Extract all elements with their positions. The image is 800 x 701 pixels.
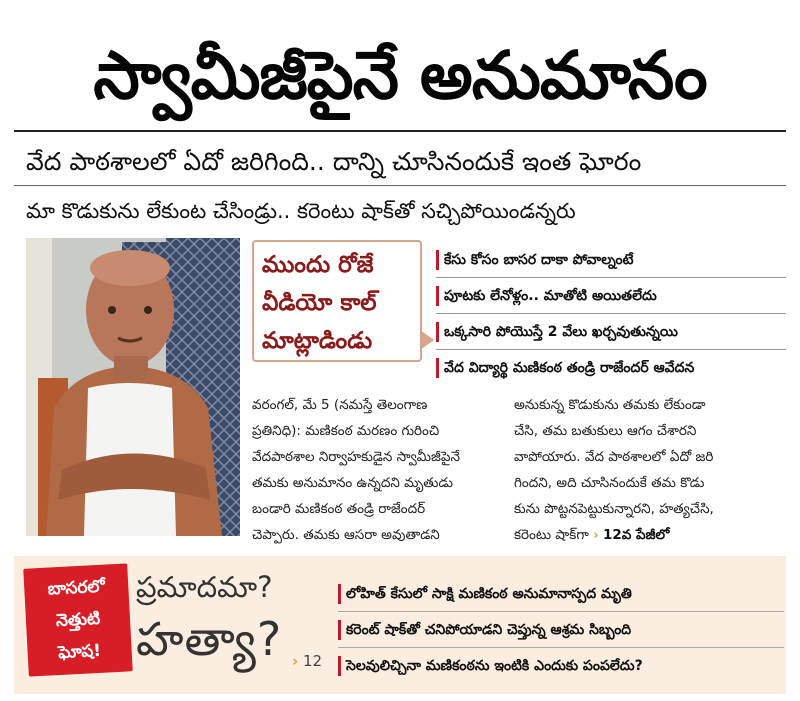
article-line: తమకు అనుమానం ఉన్నదని మృతుడు <box>252 475 454 491</box>
article-line: బండారి మణికంఠ తండ్రి రాజేందర్ <box>252 501 426 517</box>
article-line-last <box>514 522 782 548</box>
chevron-right-icon: › <box>593 527 599 543</box>
pull-quote: వేద విద్యార్థి మణికంఠ తండ్రి రాజేందర్ ఆవేదన <box>436 350 786 386</box>
father-photo <box>26 238 240 536</box>
article-column-2 <box>514 392 782 548</box>
portrait-photo-icon <box>26 238 240 536</box>
related-quotes <box>338 576 784 684</box>
callout-line: వీడియో కాల్ <box>262 290 377 316</box>
article-line: వాపోయారు. వేద పాఠశాలలో ఏదో జరి <box>514 449 714 465</box>
article-line-text: కరెంటు షాక్‌గా <box>514 527 589 543</box>
badge-line: బాసరలో <box>47 576 106 600</box>
deck-line-1: వేద పాఠశాలలో ఏదో జరిగింది.. దాన్ని చూసినందుకే ఇంత ఘోరం <box>26 147 642 176</box>
related-page-ref[interactable] <box>292 652 322 670</box>
deck-line-2: మా కొడుకును లేకుంట చేసిండ్రు.. కరెంటు షాక్‌తో సచ్చిపోయిండన్నరు <box>26 199 576 223</box>
callout-pointer <box>420 330 434 350</box>
question-murder: హత్యా? <box>136 612 283 666</box>
callout-line: మాట్లాడిండు <box>262 328 373 354</box>
pull-quote: కేసు కోసం బాసర దాకా పోవాల్నంటే <box>436 242 786 278</box>
badge-line: ఘోష! <box>57 640 102 664</box>
article-column-1 <box>252 392 500 548</box>
article-line: వేదపాఠశాల నిర్వాహకుడైన స్వామీజీపైనే <box>252 449 460 465</box>
continued-page-ref[interactable]: 12వ పేజీలో <box>602 527 670 543</box>
pull-quotes <box>436 242 786 386</box>
chevron-right-icon: › <box>292 652 299 670</box>
badge-line: నెత్తుటి <box>55 608 101 632</box>
page-number: 12 <box>302 652 323 670</box>
article-line: ప్రతినిధి): మణికంఠ మరణం గురించి <box>252 423 440 439</box>
article-line: చేసి, తమ బతుకులు ఆగం చేశారని <box>514 423 697 439</box>
related-quote: కరెంట్ షాక్‌తో చనిపోయాడని చెప్తున్న ఆశ్రమ సిబ్బంది <box>338 612 784 648</box>
pull-quote: ఒక్కసారి పోయొస్తే 2 వేలు ఖర్చవుతున్నయి <box>436 314 786 350</box>
related-quote: లోహిత్ కేసులో సాక్షి మణికంఠ అనుమానాస్పద మృతి <box>338 576 784 612</box>
pull-quote: పూటకు లేనోళ్లం.. మాతోటి అయితలేదు <box>436 278 786 314</box>
callout-line: ముందు రోజే <box>262 252 374 278</box>
article-line: వరంగల్, మే 5 (నమస్తే తెలంగాణ <box>252 397 428 413</box>
headline-rule <box>14 130 786 132</box>
article-line: అనుకున్న కొడుకును తమకు లేకుండా <box>514 397 706 413</box>
related-quote: సెలవులిచ్చినా మణికంఠను ఇంటికి ఎందుకు పంపలేదు? <box>338 648 784 684</box>
article-line: గిందని, అది చూసినందుకే తమ కొడు <box>514 475 705 491</box>
deck-rule <box>14 185 786 186</box>
article-line: చెప్పారు. తమకు ఆసరా అవుతాడని <box>252 527 440 543</box>
headline: స్వామీజీపైనే అనుమానం <box>93 37 707 114</box>
callout-box <box>252 240 422 362</box>
article-line: కును పొట్టనపెట్టుకున్నారని, హత్యచేసి, <box>514 501 714 517</box>
section-badge <box>23 563 133 676</box>
question-accident: ప్రమాదమా? <box>136 570 273 604</box>
